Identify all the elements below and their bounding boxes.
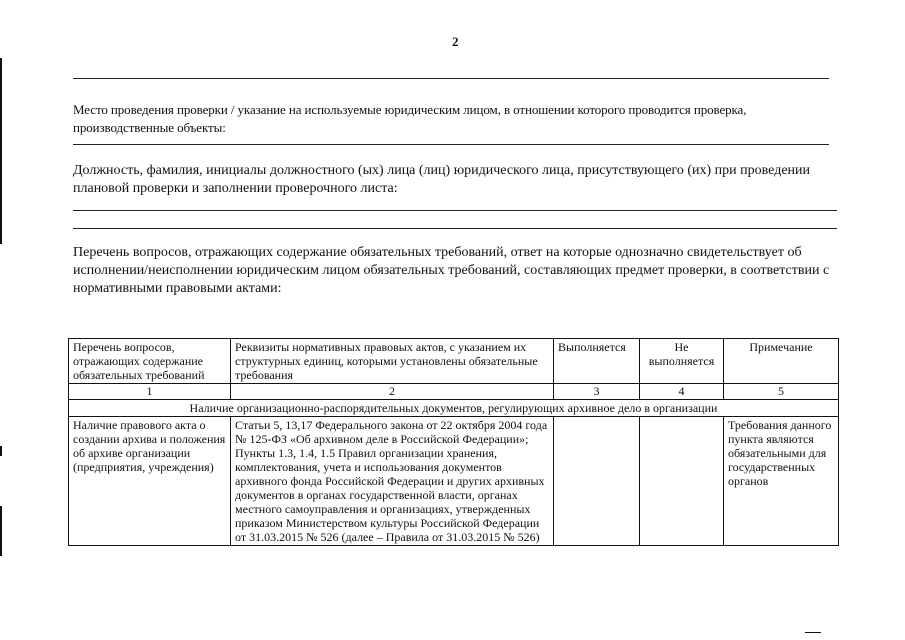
questions-paragraph: Перечень вопросов, отражающих содержание обязательных требований, ответ на которые однозначно свидетельствует об исполнении/неисполнении юридическим лицом обязательных требований, составляющих предмет проверки, в соответствии с нормативными правовыми актами: [73,245,830,296]
blank-line [73,78,829,79]
requisite-item: Пункты 1.3, 1.4, 1.5 Правил организации хранения, комплектования, учета и использования документов архивного фонда Российской Федерации и других архивных документов в органах государственной власти, органах местного самоуправления и организациях, утвержденных приказом Министерством культуры Российской Федерации от 31.03.2015 № 526 (далее – Правила от 31.03.2015 № 526) [235,446,545,544]
header-fulfilled: Выполняется [554,339,640,384]
scan-margin-mark [0,446,2,456]
requisite-item: Статьи 5, 13,17 Федерального закона от 22 октября 2004 года № 125-ФЗ «Об архивном деле в Российской Федерации»; [235,418,548,446]
scan-margin-mark [805,632,821,633]
checklist-table [68,338,839,546]
column-number: 4 [640,384,724,400]
column-number: 3 [554,384,640,400]
header-questions: Перечень вопросов, отражающих содержание обязательных требований [69,339,231,384]
row-fulfilled-cell[interactable] [554,417,640,546]
header-not-fulfilled: Не выполняется [640,339,724,384]
column-number-row [69,384,839,400]
row-not-fulfilled-cell[interactable] [640,417,724,546]
page-number: 2 [452,34,459,49]
blank-line [73,210,837,211]
column-number: 5 [724,384,839,400]
row-question: Наличие правового акта о создании архива и положения об архиве организации (предприятия, учреждения) [69,417,231,546]
row-requisites [231,417,554,546]
header-requisites: Реквизиты нормативных правовых актов, с указанием их структурных единиц, которыми установлены обязательные требования [231,339,554,384]
scan-margin-mark [0,506,2,556]
column-number: 1 [69,384,231,400]
column-number: 2 [231,384,554,400]
blank-line [73,228,837,229]
header-note: Примечание [724,339,839,384]
officials-paragraph: Должность, фамилия, инициалы должностного (ых) лица (лиц) юридического лица, присутствующего (их) при проведении плановой проверки и заполнении проверочного листа: [73,163,811,196]
table-row [69,417,839,546]
section-title: Наличие организационно-распорядительных документов, регулирующих архивное дело в организации [69,400,839,417]
table-header-row [69,339,839,384]
scan-margin-mark [0,58,2,244]
section-row [69,400,839,417]
row-note: Требования данного пункта являются обязательными для государственных органов [724,417,839,546]
place-paragraph: Место проведения проверки / указание на используемые юридическим лицом, в отношении которого проводится проверка, производственные объекты: [73,102,747,135]
blank-line [73,144,829,145]
